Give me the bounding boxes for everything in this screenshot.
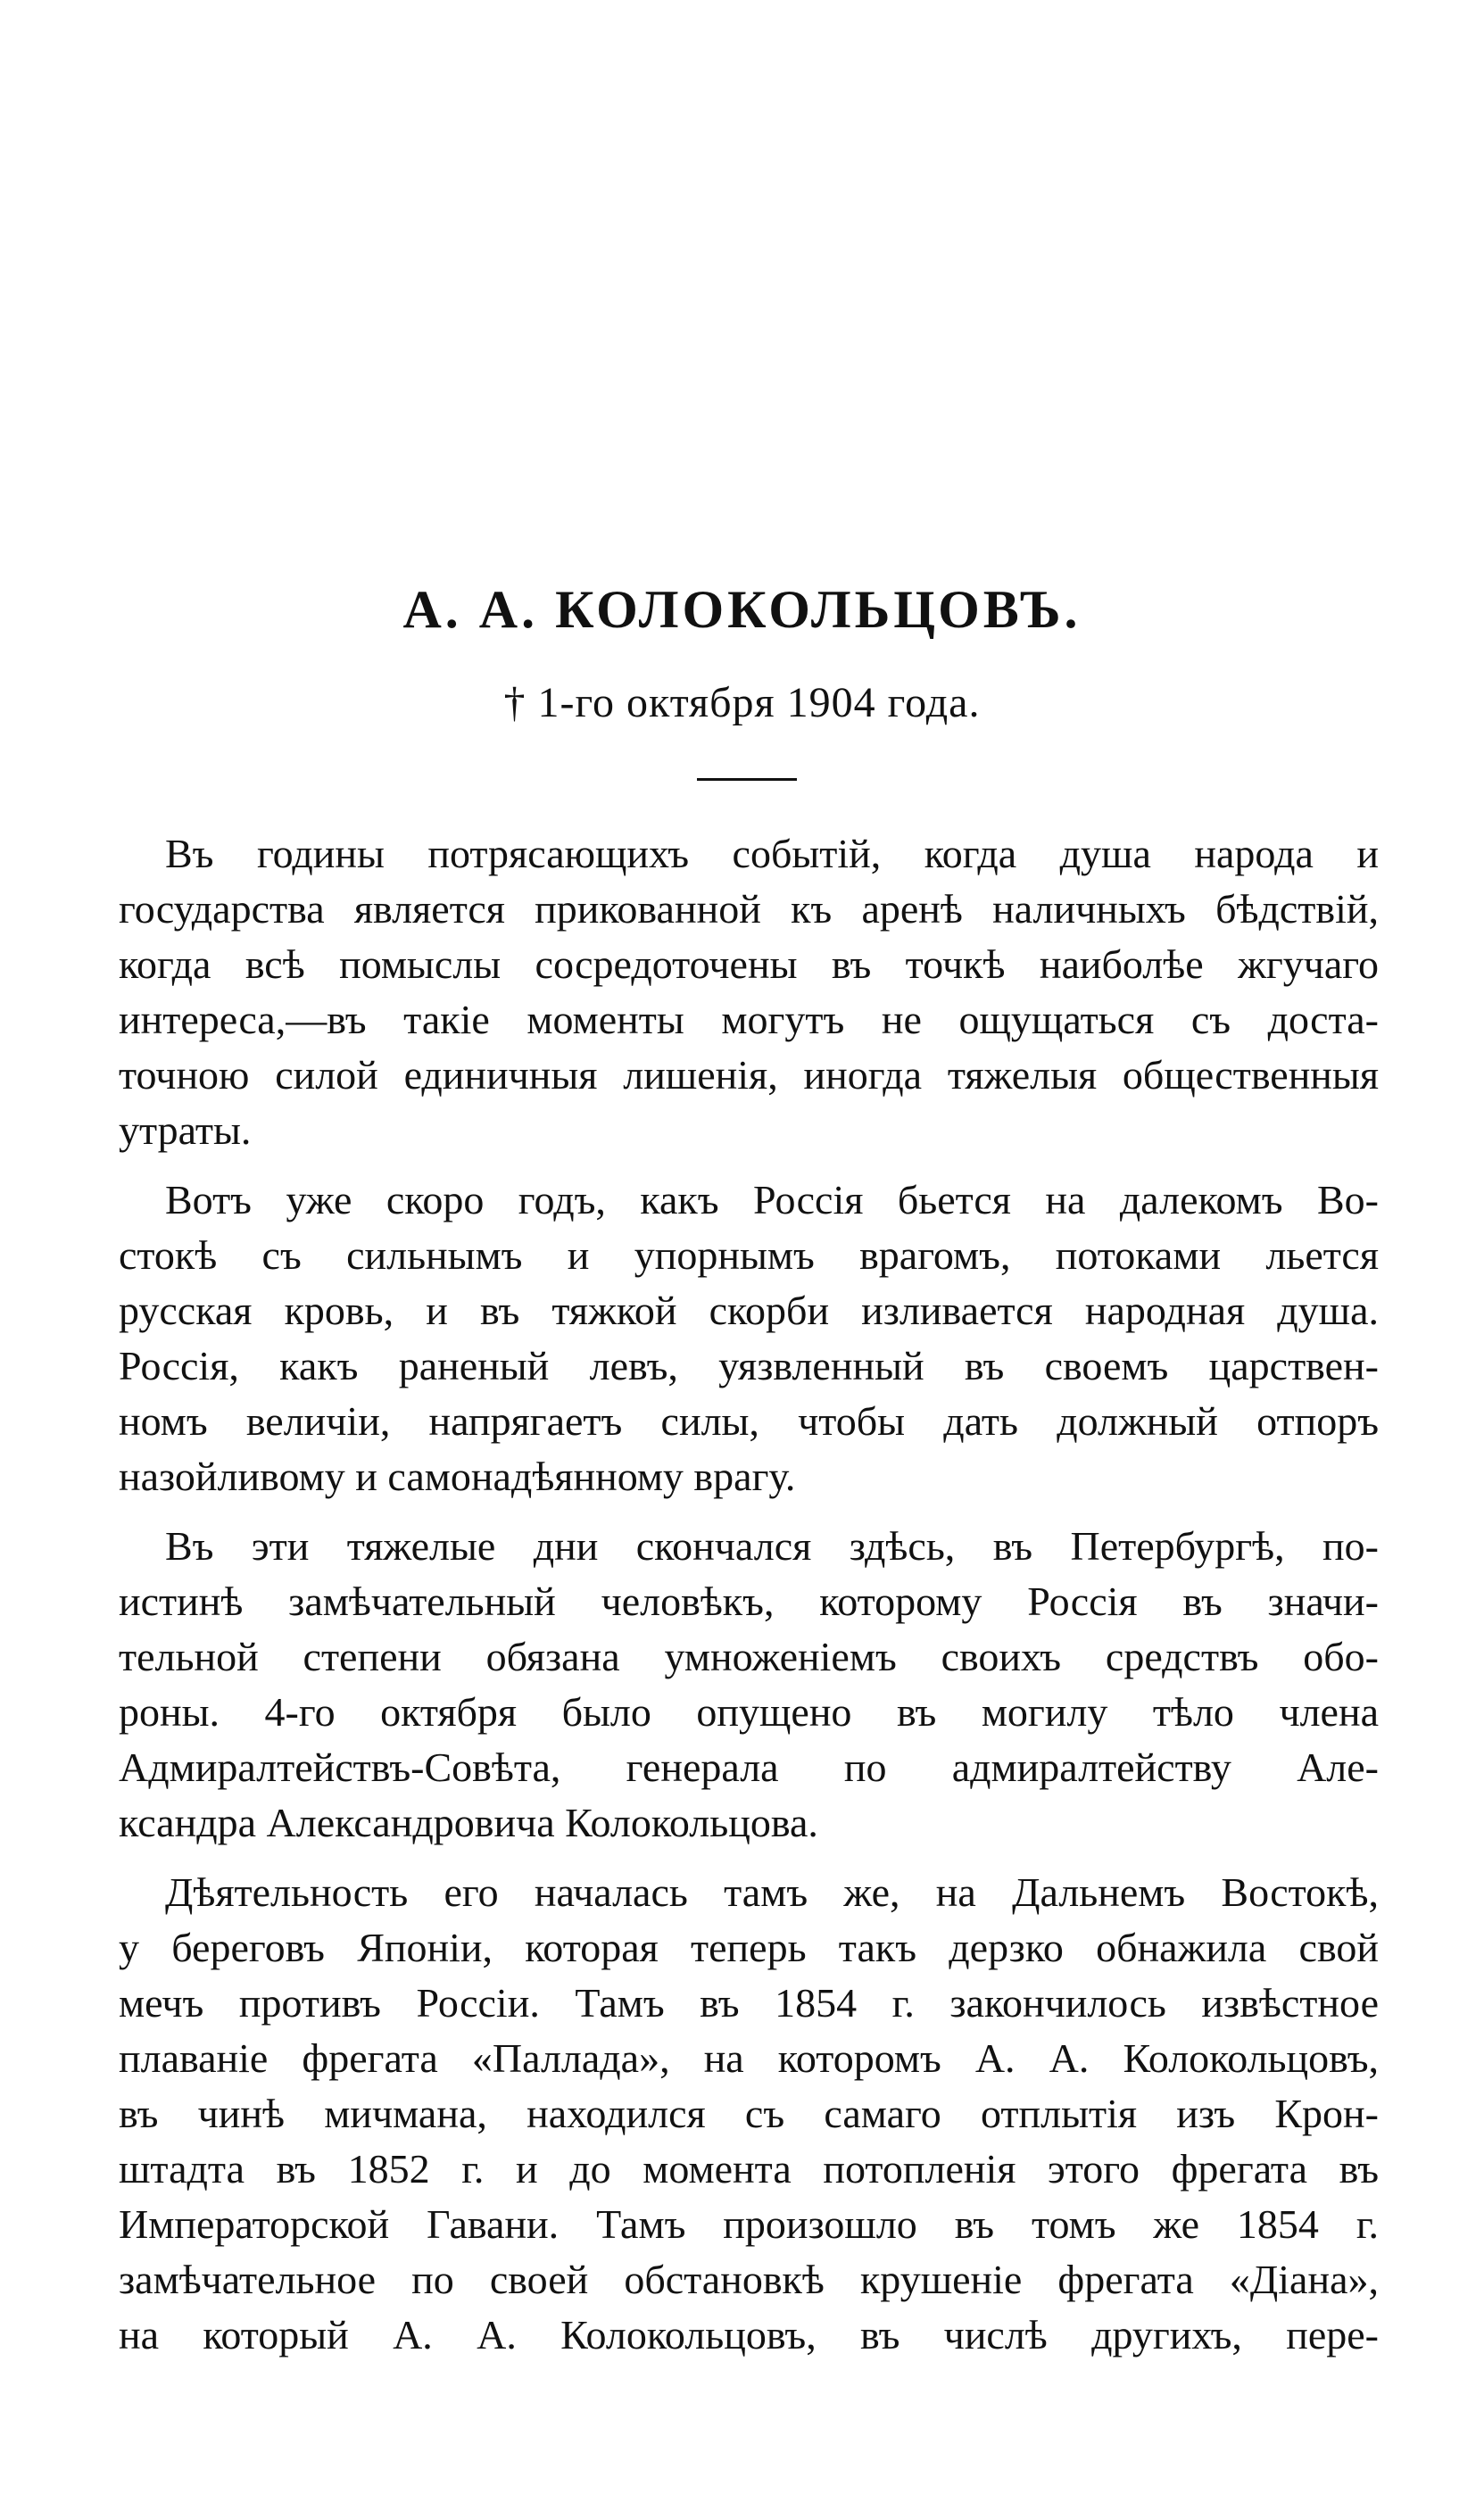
paragraph — [119, 1172, 1379, 1504]
paragraph — [119, 1865, 1379, 2363]
text-line: у береговъ Японіи, которая теперь такъ дерзко обнажила свой — [119, 1925, 1379, 1970]
paragraph — [119, 1519, 1379, 1851]
text-line: назойливому и самонадѣянному врагу. — [119, 1454, 796, 1499]
page-title: А. А. КОЛОКОЛЬЦОВЪ. — [402, 580, 1082, 639]
text-line: замѣчательное по своей обстановкѣ крушеніе фрегата «Діана», — [119, 2257, 1379, 2302]
text-line: номъ величіи, напрягаетъ силы, чтобы дать должный отпоръ — [119, 1398, 1379, 1444]
paragraph — [119, 826, 1379, 1158]
text-line: штадта въ 1852 г. и до момента потопленія этого фрегата въ — [119, 2146, 1379, 2192]
text-line: роны. 4-го октября было опущено въ могилу тѣло члена — [119, 1689, 1379, 1735]
text-line: утраты. — [119, 1107, 252, 1153]
section-divider — [697, 778, 797, 781]
text-line: Вотъ уже скоро годъ, какъ Россія бьется на далекомъ Во- — [165, 1177, 1379, 1222]
text-line: когда всѣ помыслы сосредоточены въ точкѣ наиболѣе жгучаго — [119, 941, 1379, 987]
text-line: Въ эти тяжелые дни скончался здѣсь, въ Петербургѣ, по- — [165, 1523, 1379, 1569]
text-line: истинѣ замѣчательный человѣкъ, которому Россія въ значи- — [119, 1579, 1379, 1624]
text-line: мечъ противъ Россіи. Тамъ въ 1854 г. закончилось извѣстное — [119, 1980, 1379, 2026]
text-line: на который А. А. Колокольцовъ, въ числѣ другихъ, пере- — [119, 2312, 1379, 2357]
text-line: ксандра Александровича Колокольцова. — [119, 1800, 818, 1845]
text-line: тельной степени обязана умноженіемъ своихъ средствъ обо- — [119, 1634, 1379, 1679]
text-line: интереса,—въ такіе моменты могутъ не ощущаться съ доста- — [119, 997, 1379, 1042]
article-body — [119, 826, 1379, 2377]
text-line: въ чинѣ мичмана, находился съ самаго отплытія изъ Крон- — [119, 2091, 1379, 2136]
text-line: Императорской Гавани. Тамъ произошло въ томъ же 1854 г. — [119, 2201, 1379, 2247]
text-line: Дѣятельность его началась тамъ же, на Дальнемъ Востокѣ, — [165, 1869, 1379, 1915]
text-line: государства является прикованной къ аренѣ наличныхъ бѣдствій, — [119, 886, 1379, 932]
text-line: Россія, какъ раненый левъ, уязвленный въ своемъ царствен- — [119, 1343, 1379, 1388]
text-line: Въ годины потрясающихъ событій, когда душа народа и — [165, 831, 1379, 876]
text-line: Адмиралтействъ-Совѣта, генерала по адмиралтейству Але- — [119, 1744, 1379, 1790]
text-line: плаваніе фрегата «Паллада», на которомъ А. А. Колокольцовъ, — [119, 2035, 1379, 2081]
text-line: стокѣ съ сильнымъ и упорнымъ врагомъ, потоками льется — [119, 1232, 1379, 1278]
text-line: русская кровь, и въ тяжкой скорби изливается народная душа. — [119, 1288, 1379, 1333]
text-line: точною силой единичныя лишенія, иногда тяжелыя общественныя — [119, 1052, 1379, 1098]
death-date-subtitle: † 1-го октября 1904 года. — [503, 679, 981, 726]
